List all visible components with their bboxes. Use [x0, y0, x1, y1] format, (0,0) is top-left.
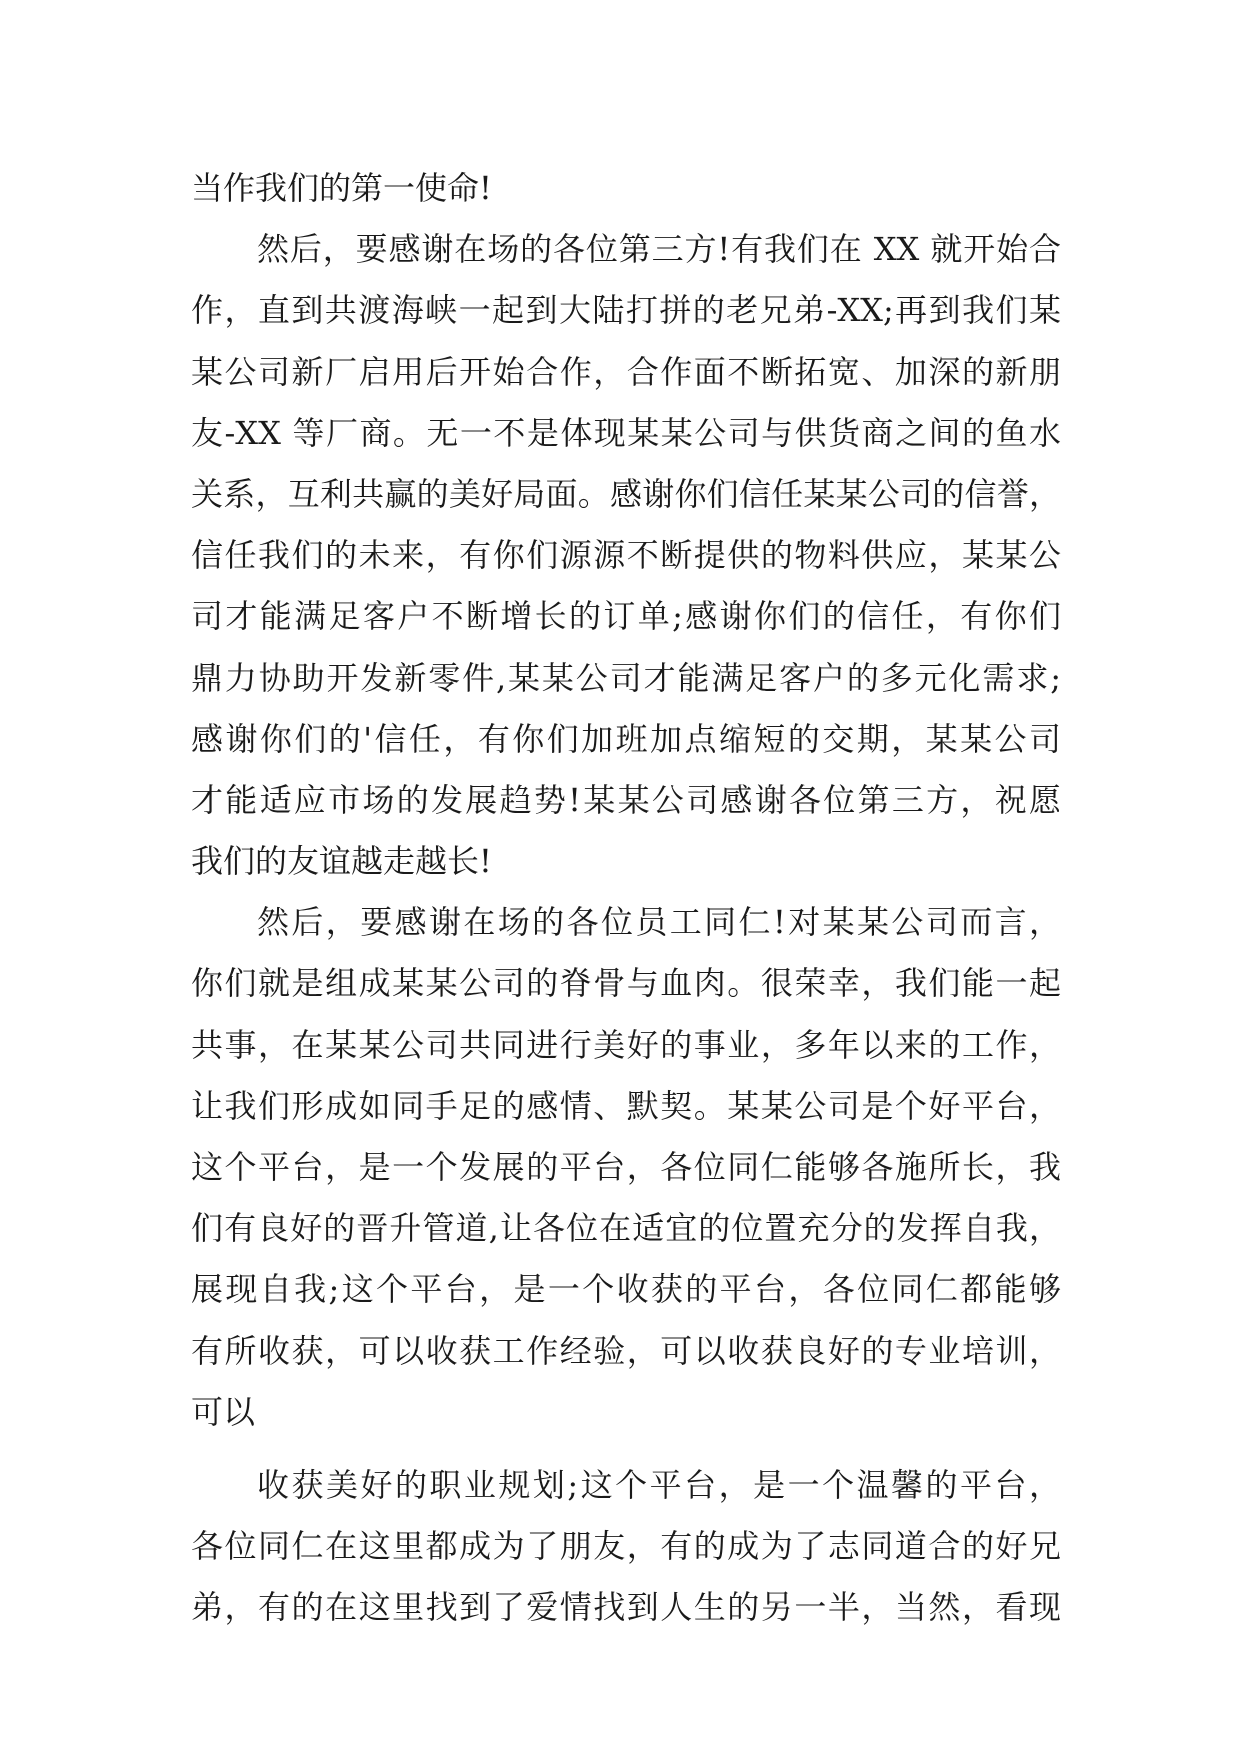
text-line: 感谢你们的'信任，有你们加班加点缩短的交期，某某公司: [191, 719, 1061, 758]
text-line: 才能适应市场的发展趋势!某某公司感谢各位第三方，祝愿: [191, 780, 1061, 819]
text-line: 弟，有的在这里找到了爱情找到人生的另一半，当然，看现: [191, 1588, 1061, 1627]
text-line: 关系，互利共赢的美好局面。感谢你们信任某某公司的信誉，: [191, 474, 1061, 513]
text-line: 各位同仁在这里都成为了朋友，有的成为了志同道合的好兄: [191, 1527, 1061, 1566]
document-body: [191, 158, 1061, 1639]
text-line: 当作我们的第一使命!: [191, 169, 492, 207]
text-line: 展现自我;这个平台，是一个收获的平台，各位同仁都能够: [191, 1270, 1061, 1309]
text-line: 司才能满足客户不断增长的订单;感谢你们的信任，有你们: [191, 597, 1061, 636]
text-line: 友-XX 等厂商。无一不是体现某某公司与供货商之间的鱼水: [191, 413, 1061, 452]
text-line: 你们就是组成某某公司的脊骨与血肉。很荣幸，我们能一起: [191, 964, 1061, 1003]
text-line: 这个平台，是一个发展的平台，各位同仁能够各施所长，我: [191, 1148, 1061, 1186]
text-line: 我们的友谊越走越长!: [191, 842, 492, 881]
paragraph-first-line: 然后，要感谢在场的各位员工同仁!对某某公司而言，: [257, 903, 1061, 942]
paragraph-first-line: 然后，要感谢在场的各位第三方!有我们在 XX 就开始合: [257, 230, 1061, 269]
text-line: 共事，在某某公司共同进行美好的事业，多年以来的工作，: [191, 1025, 1061, 1064]
text-line: 某公司新厂启用后开始合作，合作面不断拓宽、加深的新朋: [191, 352, 1061, 391]
text-line: 作，直到共渡海峡一起到大陆打拼的老兄弟-XX;再到我们某: [191, 291, 1061, 330]
text-line: 可以: [191, 1392, 256, 1431]
text-line: 鼎力协助开发新零件,某某公司才能满足客户的多元化需求;: [191, 658, 1061, 697]
text-line: 们有良好的晋升管道,让各位在适宜的位置充分的发挥自我，: [191, 1209, 1061, 1248]
text-line: 让我们形成如同手足的感情、默契。某某公司是个好平台，: [191, 1086, 1061, 1125]
paragraph-first-line: 收获美好的职业规划;这个平台，是一个温馨的平台，: [257, 1465, 1061, 1504]
text-line: 有所收获，可以收获工作经验，可以收获良好的专业培训，: [191, 1331, 1061, 1370]
text-line: 信任我们的未来，有你们源源不断提供的物料供应，某某公: [191, 536, 1061, 575]
